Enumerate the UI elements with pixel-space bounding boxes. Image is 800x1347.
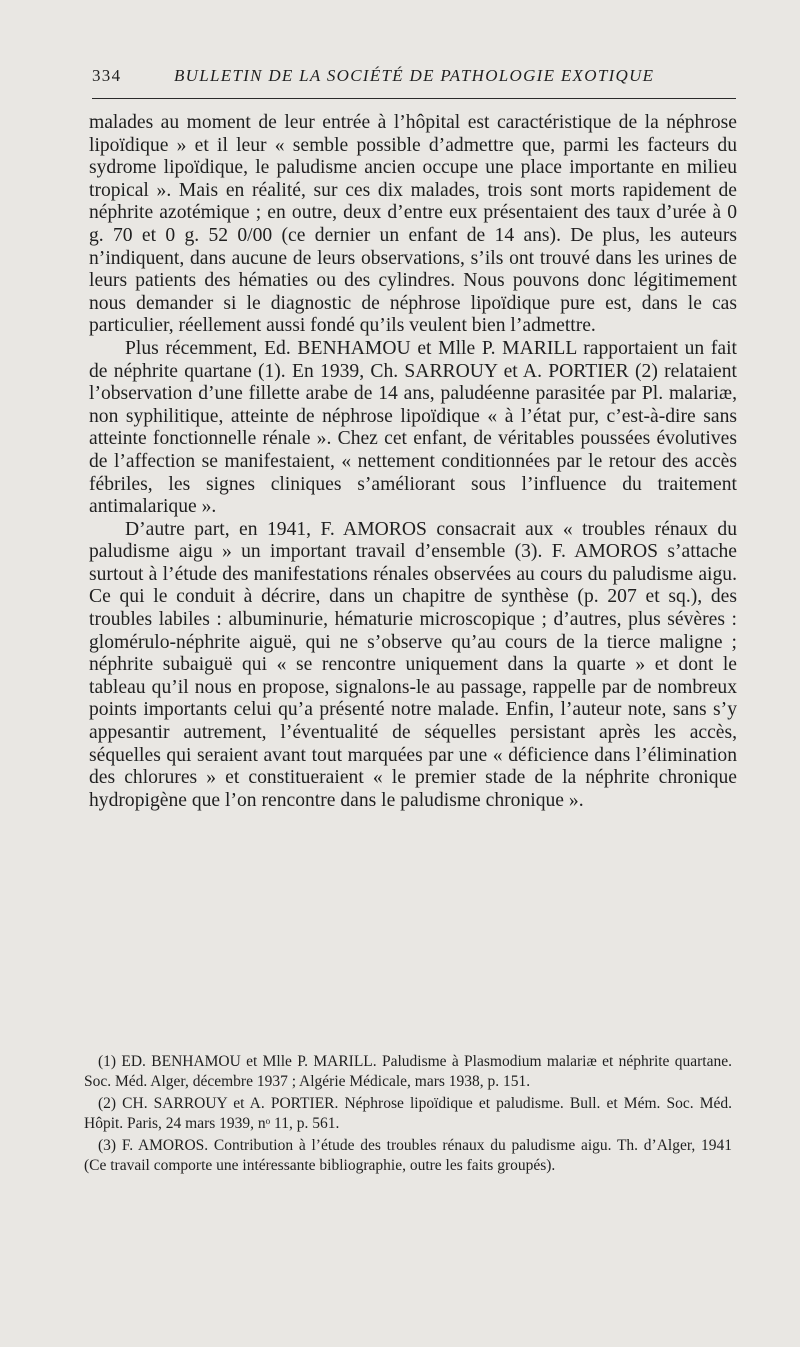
footnote-2: (2) CH. SARROUY et A. PORTIER. Néphrose lipoïdique et paludisme. Bull. et Mém. Soc. Méd. Hôpit. Paris, 24 mars 1939, nᵒ 11, p. 561. bbox=[84, 1095, 732, 1132]
footnote-3: (3) F. AMOROS. Contribution à l’étude des troubles rénaux du paludisme aigu. Th. d’Alger, 1941 (Ce travail comporte une intéressante bibliographie, outre les faits groupés). bbox=[84, 1137, 732, 1174]
header-rule bbox=[92, 98, 736, 99]
paragraph-continued: malades au moment de leur entrée à l’hôpital est caractéristique de la néphrose lipoïdique » et il leur « semble possible d’admettre que, parmi les facteurs du sydrome lipoïdique, le paludisme ancien occupe une place importante en milieu tropical ». Mais en réalité, sur ces dix malades, trois sont morts rapidement de néphrite azotémique ; en outre, deux d’entre eux présentaient des taux d’urée à 0 g. 70 et 0 g. 52 0/00 (ce dernier un enfant de 14 ans). De plus, les auteurs n’indiquent, dans aucune de leurs observations, s’ils ont trouvé dans les urines de leurs patients des hématies ou des cylindres. Nous pouvons donc légitimement nous demander si le diagnostic de néphrose lipoïdique pure est, dans le cas particulier, réellement aussi fondé qu’ils veulent bien l’admettre. bbox=[89, 112, 737, 337]
page-header bbox=[92, 66, 736, 94]
page-number: 334 bbox=[92, 66, 122, 85]
running-head: BULLETIN DE LA SOCIÉTÉ DE PATHOLOGIE EXOTIQUE bbox=[174, 66, 655, 85]
paragraph-benhamou: Plus récemment, Ed. BENHAMOU et Mlle P. MARILL rapportaient un fait de néphrite quartane (1). En 1939, Ch. SARROUY et A. PORTIER (2) relataient l’observation d’une fillette arabe de 14 ans, paludéenne parasitée par Pl. malariæ, non syphilitique, atteinte de néphrose lipoïdique « à l’état pur, c’est-à-dire sans atteinte fonctionnelle rénale ». Chez cet enfant, de véritables poussées évolutives de l’affection se manifestaient, « nettement conditionnées par le retour des accès fébriles, les signes cliniques s’améliorant sous l’influence du traitement antimalarique ». bbox=[89, 337, 737, 518]
paragraph-amoros: D’autre part, en 1941, F. AMOROS consacrait aux « troubles rénaux du paludisme aigu » un important travail d’ensemble (3). F. AMOROS s’attache surtout à l’étude des manifestations rénales observées au cours du paludisme aigu. Ce qui le conduit à décrire, dans un chapitre de synthèse (p. 207 et sq.), des troubles labiles : albuminurie, hématurie microscopique ; d’autres, plus sévères : glomérulo-néphrite aiguë, qui ne s’observe qu’au cours de la tierce maligne ; néphrite subaiguë qui « se rencontre uniquement dans la quarte » et dont le tableau qu’il nous en propose, signalons-le au passage, rappelle par de nombreux points importants celui qu’a présenté notre malade. Enfin, l’auteur note, sans s’y appesantir autrement, l’éventualité de séquelles persistant après les accès, séquelles qui seraient avant tout marquées par une « déficience dans l’élimination des chlorures » et constitueraient « le premier stade de la néphrite chronique hydropigène que l’on rencontre dans le paludisme chronique ». bbox=[89, 518, 737, 811]
footnote-1: (1) ED. BENHAMOU et Mlle P. MARILL. Paludisme à Plasmodium malariæ et néphrite quartane. Soc. Méd. Alger, décembre 1937 ; Algérie Médicale, mars 1938, p. 151. bbox=[84, 1053, 732, 1090]
footnotes bbox=[84, 1052, 732, 1178]
body-text bbox=[89, 112, 737, 812]
